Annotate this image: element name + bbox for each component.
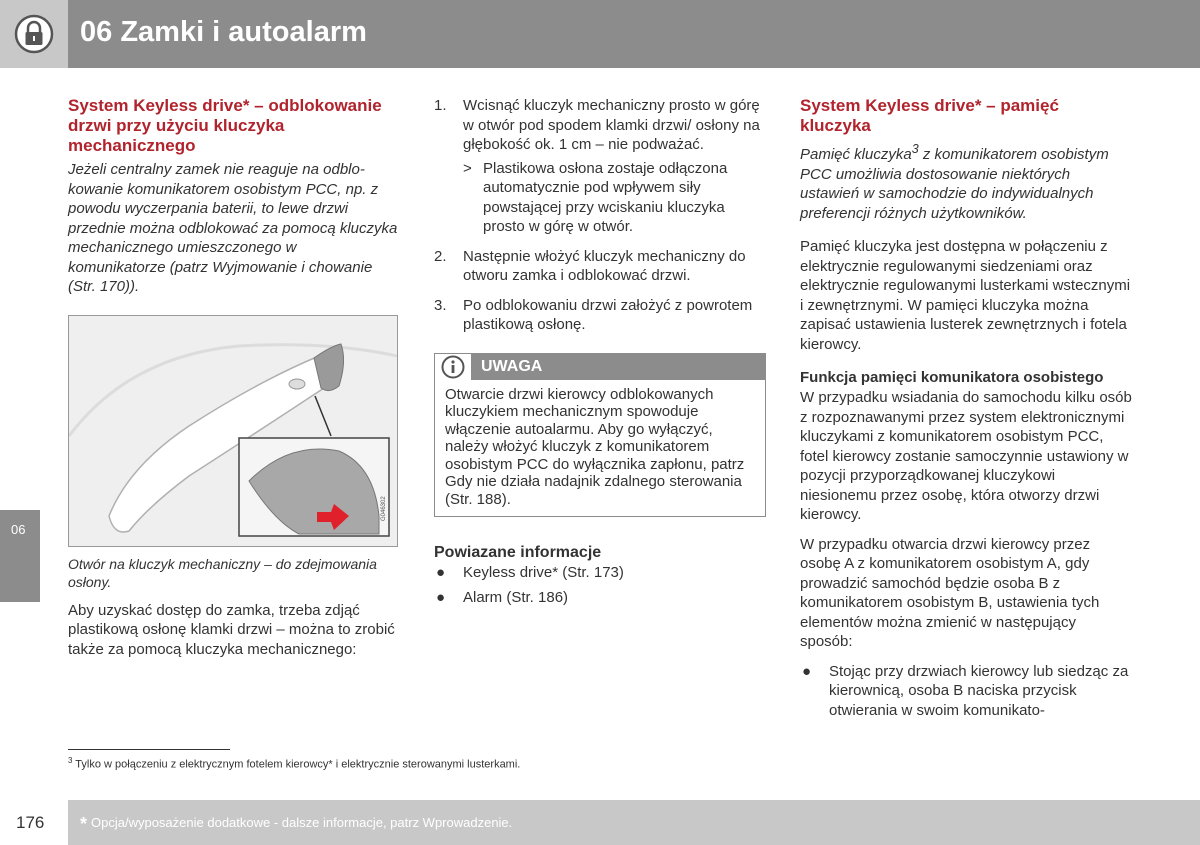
footnote-number: 3 [68, 756, 73, 765]
step-number: 1. [434, 97, 447, 114]
footnote-text: Tylko w połączeniu z elektrycznym fotelem kierowcy* i elektrycznie sterowanymi lusterkami. [72, 758, 521, 771]
page-header [0, 0, 1200, 68]
step-text: Wcisnąć kluczyk mechaniczny prosto w górę w otwór pod spodem klamki drzwi/ osłony na głębokość ok. 1 cm – nie podważać. [463, 97, 760, 153]
note-header [435, 354, 765, 380]
body-paragraph: Pamięć kluczyka jest dostępna w połączeniu z elektrycznie regulowanymi siedzeniami oraz elektrycznie regulowanymi lusterkami wstecznymi i zewnętrznymi. W pamięci kluczyka można zapisać ustawienia lusterek zewnętrznych i fotela kierowcy. [800, 238, 1131, 353]
subheading: Funkcja pamięci komunikatora osobistego [800, 369, 1104, 386]
section-heading-key-memory: System Keyless drive* – pamięć kluczyka [800, 96, 1059, 135]
note-title: UWAGA [481, 357, 543, 375]
body-paragraph: W przypadku otwarcia drzwi kierowcy przez osobę A z komunikatorem osobistym A, gdy prowadzić samochód będzie osoba B z komunikatorem osobistym B, ustawienia tych elementów można zmienić w następujący sposób: [800, 535, 1100, 650]
list-item [434, 247, 766, 286]
bullet-glyph: ● [802, 662, 812, 680]
related-link-keyless[interactable]: Keyless drive* (Str. 173) [463, 564, 624, 581]
step-text: Następnie włożyć kluczyk mechaniczny do otworu zamka i odblokować drzwi. [463, 247, 746, 284]
body-paragraph: Aby uzyskać dostęp do zamka, trzeba zdjąć plastikową osłonę klamki drzwi – można to zrobić także za pomocą kluczyka mechanicznego: [68, 601, 395, 658]
door-handle-figure [68, 315, 398, 547]
figure-code: G046302 [381, 495, 387, 521]
bullet-text: Stojąc przy drzwiach kierowcy lub siedząc za kierownicą, osoba B naciska przycisk otwierania w swoim komunikato- [829, 662, 1129, 719]
door-handle-illustration [69, 316, 397, 546]
related-list [434, 563, 766, 607]
note-box [434, 353, 766, 518]
column-middle [434, 96, 766, 607]
related-heading: Powiazane informacje [434, 544, 602, 561]
intro-paragraph [800, 140, 1132, 223]
intro-text-b: z komunikatorem osobistym PCC umożliwia dostosowanie niektórych ustawień w samochodzie do indywidualnych preferencji różnych użytkowników. [800, 146, 1109, 222]
footnote [68, 756, 520, 771]
footer-note [80, 814, 512, 835]
steps-list [434, 96, 766, 335]
asterisk-marker: * [80, 814, 88, 834]
step-number: 2. [434, 247, 447, 265]
footnote-divider [68, 749, 230, 750]
note-body: Otwarcie drzwi kierowcy odblokowanych kluczykiem mechanicznym spowoduje włączenie autoalarmu. Aby go wyłączyć, należy włożyć kluczyk z komunikatorem osobistym PCC do wyłącznika zapłonu, patrz Gdy nie działa nadajnik zdalnego sterowania (Str. 188). [445, 385, 745, 508]
info-icon [441, 355, 465, 379]
list-item [434, 563, 766, 583]
page-number: 176 [16, 813, 45, 832]
padlock-icon [14, 14, 54, 54]
bullet-glyph: ● [436, 564, 446, 581]
bullet-glyph: ● [436, 588, 446, 606]
side-tab-label: 06 [11, 522, 26, 537]
footnote-ref: 3 [911, 142, 919, 156]
substep-text: Plastikowa osłona zostaje odłączona automatycznie pod wpływem siły powstającej przy wciskaniu kluczyka prosto w górę w otwór. [483, 159, 728, 235]
step-text: Po odblokowaniu drzwi założyć z powrotem plastikową osłonę. [463, 296, 753, 333]
list-item [800, 662, 1132, 721]
list-item [434, 96, 766, 237]
chapter-side-tab [0, 510, 40, 602]
note-icon-box [435, 354, 471, 380]
related-link-alarm[interactable]: Alarm (Str. 186) [463, 588, 569, 606]
chapter-icon-box [0, 0, 68, 68]
footer-note-text: Opcja/wyposażenie dodatkowe - dalsze informacje, patrz Wprowadzenie. [91, 815, 513, 830]
figure-caption: Otwór na kluczyk mechaniczny – do zdejmowania osłony. [68, 555, 377, 590]
chapter-title: 06 Zamki i autoalarm [80, 16, 367, 48]
intro-paragraph: Jeżeli centralny zamek nie reaguje na odblokowanie komunikatorem osobistym PCC, np. z powodu wyczerpania baterii, to lewe drzwi przednie można odblokować za pomocą kluczyka mechanicznego umieszczonego w komunikatorze (patrz Wyjmowanie i chowanie (Str. 170)). [68, 161, 398, 295]
intro-text-a: Pamięć kluczyka [800, 146, 912, 163]
list-item [434, 588, 766, 608]
step-substep [463, 159, 766, 237]
step-number: 3. [434, 296, 447, 314]
section-heading-mechanical-key: System Keyless drive* – odblokowanie drzwi przy użyciu kluczyka mechanicznego [68, 96, 382, 155]
page-footer [0, 800, 1200, 845]
page-number-box [0, 800, 68, 845]
column-left [68, 96, 398, 659]
list-item [434, 296, 766, 335]
substep-marker: > [463, 159, 472, 177]
procedure-list [800, 662, 1132, 721]
column-right [800, 96, 1132, 720]
body-paragraph: W przypadku wsiadania do samochodu kilku osób z rozpoznawanymi przez system elektronicznymi kluczykami z komunikatorem osobistym PCC, fotel kierowcy zostanie samoczynnie ustawiony w pozycji przyporządkowanej kluczykowi niesionemu przez osobę, która otworzy drzwi kierowcy. [800, 389, 1132, 523]
